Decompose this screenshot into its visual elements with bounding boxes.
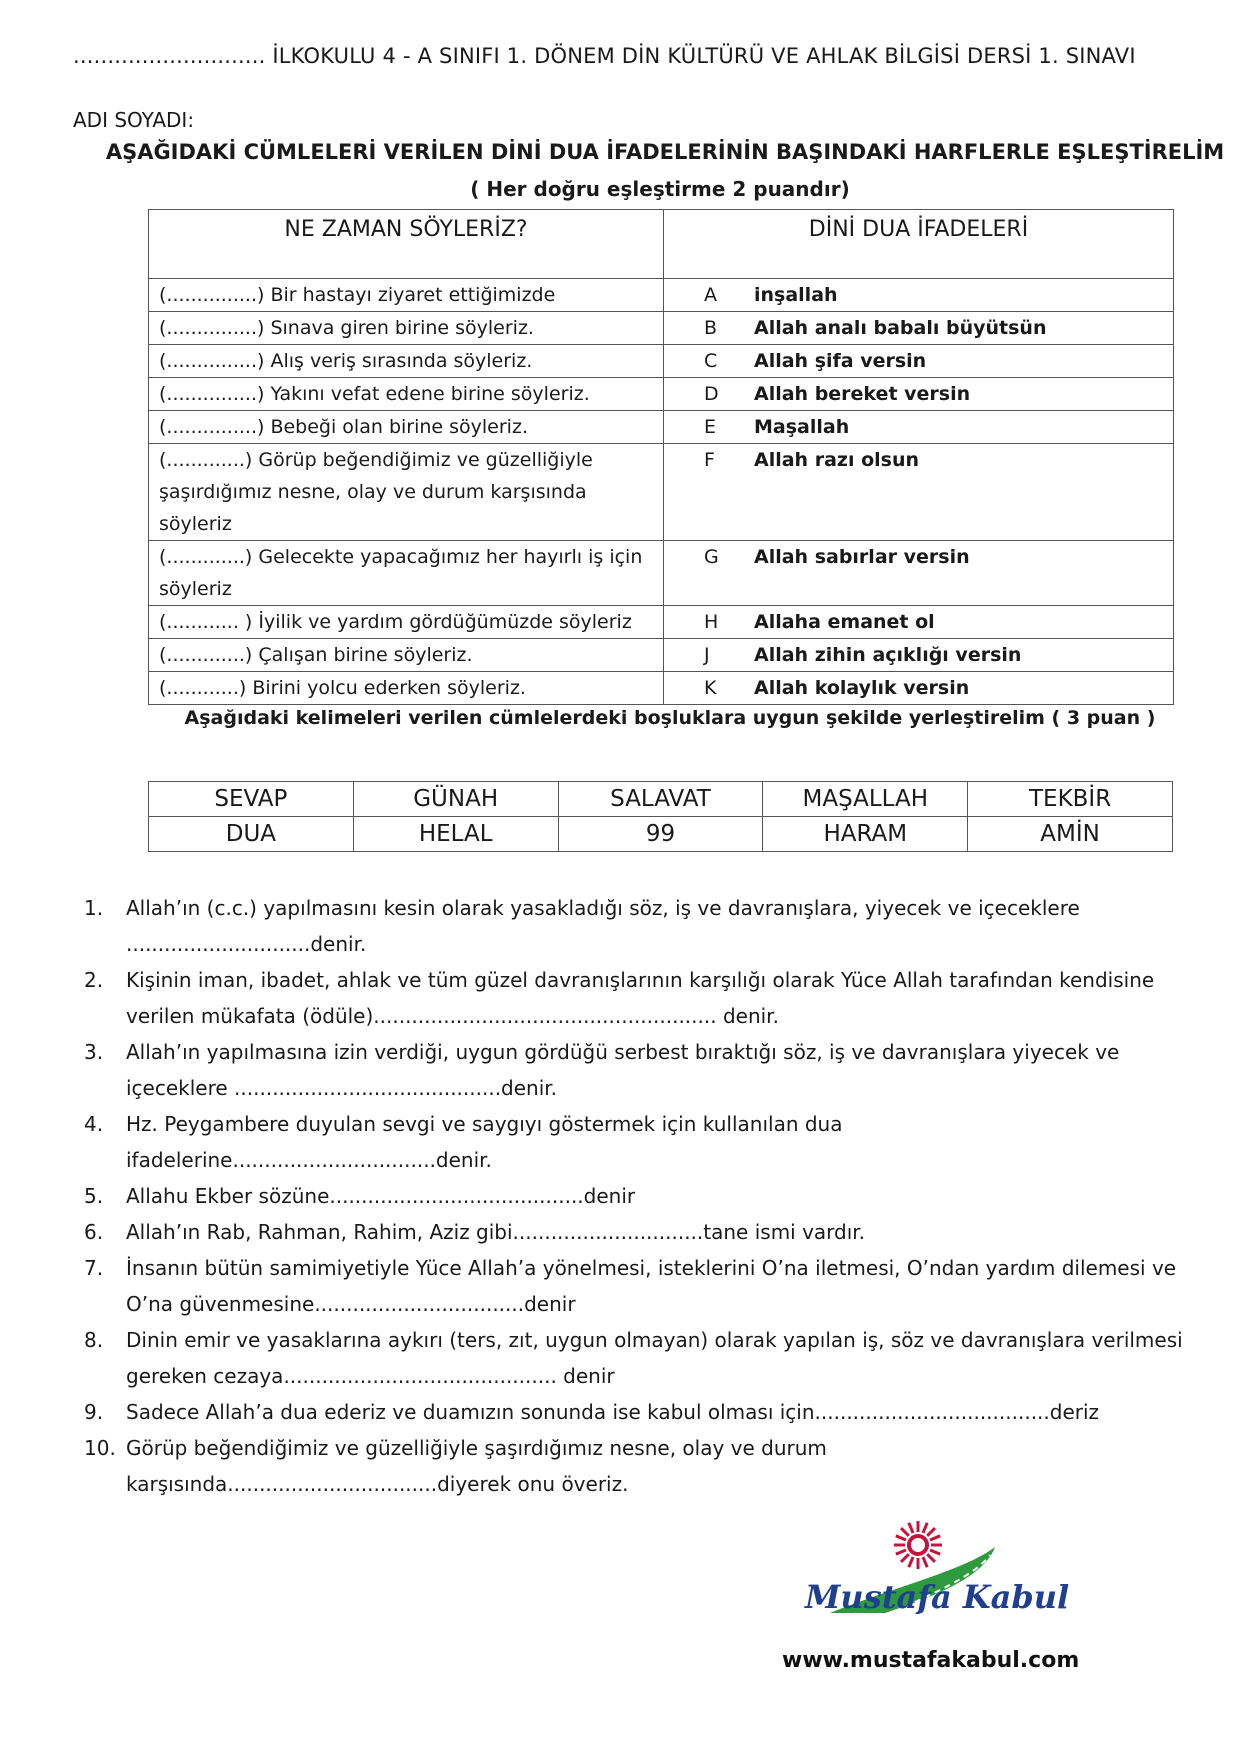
matching-row — [149, 312, 1174, 345]
matching-row — [149, 444, 1174, 541]
name-label: ADI SOYADI: — [73, 108, 195, 132]
phrase-cell — [664, 312, 1174, 345]
option-phrase: Allah analı babalı büyütsün — [754, 317, 1047, 339]
website-link[interactable]: www.mustafakabul.com — [782, 1648, 1080, 1673]
option-phrase: Maşallah — [754, 416, 850, 438]
phrase-cell — [664, 672, 1174, 705]
option-letter: H — [704, 611, 719, 633]
sun-ray — [896, 1536, 906, 1540]
question-item — [84, 1178, 1194, 1214]
option-phrase: Allah sabırlar versin — [754, 546, 970, 568]
option-letter: A — [704, 284, 717, 306]
matching-table — [148, 209, 1174, 705]
phrase-cell — [664, 541, 1174, 606]
question-number: 6. — [84, 1220, 104, 1244]
question-number: 9. — [84, 1400, 104, 1424]
question-text: Dinin emir ve yasaklarına aykırı (ters, zıt, uygun olmayan) olarak yapılan iş, söz ve davranışlara verilmesi gereken cezaya........................................... denir — [126, 1328, 1183, 1388]
option-letter: C — [704, 350, 718, 372]
option-phrase: Allah razı olsun — [754, 449, 919, 471]
col-phrases-header: DİNİ DUA İFADELERİ — [664, 210, 1174, 279]
option-phrase: Allah şifa versin — [754, 350, 927, 372]
word-cell: DUA — [149, 817, 354, 852]
situation-cell: (............) Birini yolcu ederken söyleriz. — [149, 672, 664, 705]
situation-cell: (...............) Alış veriş sırasında söyleriz. — [149, 345, 664, 378]
question-number: 10. — [84, 1436, 116, 1460]
question-item — [84, 890, 1194, 962]
option-phrase: Allah zihin açıklığı versin — [754, 644, 1022, 666]
section2-title: Aşağıdaki kelimeleri verilen cümlelerdeki boşluklara uygun şekilde yerleştirelim ( 3 puan ) — [184, 707, 1156, 729]
word-cell: 99 — [558, 817, 763, 852]
question-number: 4. — [84, 1112, 104, 1136]
word-bank-row — [149, 782, 1173, 817]
option-letter: J — [704, 644, 710, 666]
sun-ray — [901, 1528, 909, 1536]
sun-ray — [930, 1536, 940, 1540]
sun-ray — [923, 1523, 927, 1533]
sun-ray — [923, 1557, 927, 1567]
question-text: Görüp beğendiğimiz ve güzelliğiyle şaşırdığımız nesne, olay ve durum karşısında.................................diyerek onu överiz. — [126, 1436, 827, 1496]
phrase-cell — [664, 279, 1174, 312]
question-item — [84, 1250, 1194, 1322]
situation-cell: (.............) Gelecekte yapacağımız her hayırlı iş için söyleriz — [149, 541, 664, 606]
option-letter: G — [704, 546, 719, 568]
question-number: 8. — [84, 1328, 104, 1352]
section1-subtitle: ( Her doğru eşleştirme 2 puandır) — [470, 177, 850, 201]
word-cell: AMİN — [968, 817, 1173, 852]
col-when-header: NE ZAMAN SÖYLERİZ? — [149, 210, 664, 279]
question-text: Sadece Allah’a dua ederiz ve duamızın sonunda ise kabul olması için.....................................deriz — [126, 1400, 1100, 1424]
sun-ray — [909, 1523, 913, 1533]
question-item — [84, 1214, 1194, 1250]
fill-in-questions — [84, 890, 1194, 1502]
word-cell: GÜNAH — [353, 782, 558, 817]
option-letter: K — [704, 677, 717, 699]
matching-row — [149, 378, 1174, 411]
option-phrase: Allah bereket versin — [754, 383, 971, 405]
option-letter: D — [704, 383, 719, 405]
question-number: 2. — [84, 968, 104, 992]
situation-cell: (...............) Sınava giren birine söyleriz. — [149, 312, 664, 345]
phrase-cell — [664, 444, 1174, 541]
situation-cell: (.............) Çalışan birine söyleriz. — [149, 639, 664, 672]
matching-row — [149, 279, 1174, 312]
word-cell: MAŞALLAH — [763, 782, 968, 817]
question-number: 1. — [84, 896, 104, 920]
section1-title: AŞAĞIDAKİ CÜMLELERİ VERİLEN DİNİ DUA İFADELERİNİN BAŞINDAKİ HARFLERLE EŞLEŞTİRELİM — [105, 140, 1225, 164]
matching-row — [149, 541, 1174, 606]
question-text: Hz. Peygambere duyulan sevgi ve saygıyı göstermek için kullanılan dua ifadelerine................................denir. — [126, 1112, 843, 1172]
matching-row — [149, 639, 1174, 672]
sun-ray — [930, 1550, 940, 1554]
word-cell: SEVAP — [149, 782, 354, 817]
situation-cell: (...............) Bebeği olan birine söyleriz. — [149, 411, 664, 444]
question-number: 3. — [84, 1040, 104, 1064]
question-item — [84, 1106, 1194, 1178]
logo-text: Mustafa Kabul — [805, 1578, 1070, 1616]
phrase-cell — [664, 378, 1174, 411]
situation-cell: (...............) Yakını vefat edene birine söyleriz. — [149, 378, 664, 411]
question-item — [84, 1394, 1194, 1430]
question-item — [84, 1322, 1194, 1394]
question-text: Kişinin iman, ibadet, ahlak ve tüm güzel davranışlarının karşılığı olarak Yüce Allah tarafından kendisine verilen mükafata (ödüle)...................................................... denir. — [126, 968, 1155, 1028]
option-letter: F — [704, 449, 715, 471]
exam-title: ............................ İLKOKULU 4 - A SINIFI 1. DÖNEM DİN KÜLTÜRÜ VE AHLAK BİLGİSİ DERSİ 1. SINAVI — [73, 44, 1136, 68]
sun-ray — [901, 1554, 909, 1562]
phrase-cell — [664, 639, 1174, 672]
option-phrase: Allah kolaylık versin — [754, 677, 970, 699]
matching-row — [149, 345, 1174, 378]
situation-cell: (...............) Bir hastayı ziyaret ettiğimizde — [149, 279, 664, 312]
matching-header-row — [149, 210, 1174, 279]
word-cell: HARAM — [763, 817, 968, 852]
option-letter: B — [704, 317, 718, 339]
situation-cell: (............ ) İyilik ve yardım gördüğümüzde söyleriz — [149, 606, 664, 639]
question-text: Allah’ın yapılmasına izin verdiği, uygun gördüğü serbest bıraktığı söz, iş ve davranışlara yiyecek ve içeceklere ..........................................denir. — [126, 1040, 1120, 1100]
phrase-cell — [664, 345, 1174, 378]
word-cell: TEKBİR — [968, 782, 1173, 817]
question-item — [84, 962, 1194, 1034]
option-phrase: Allaha emanet ol — [754, 611, 935, 633]
question-text: Allahu Ekber sözüne........................................denir — [126, 1184, 636, 1208]
sun-ray — [909, 1557, 913, 1567]
word-bank-table — [148, 781, 1173, 852]
phrase-cell — [664, 411, 1174, 444]
question-item — [84, 1430, 1194, 1502]
question-number: 5. — [84, 1184, 104, 1208]
question-text: Allah’ın (c.c.) yapılmasını kesin olarak yasakladığı söz, iş ve davranışlara, yiyecek ve içeceklere .............................denir. — [126, 896, 1080, 956]
option-letter: E — [704, 416, 717, 438]
matching-row — [149, 606, 1174, 639]
question-number: 7. — [84, 1256, 104, 1280]
sun-ray — [896, 1550, 906, 1554]
question-text: Allah’ın Rab, Rahman, Rahim, Aziz gibi..............................tane ismi vardır. — [126, 1220, 866, 1244]
situation-cell: (.............) Görüp beğendiğimiz ve güzelliğiyle şaşırdığımız nesne, olay ve durum karşısında söyleriz — [149, 444, 664, 541]
sun-ray — [927, 1528, 935, 1536]
sun-ray — [927, 1554, 935, 1562]
question-item — [84, 1034, 1194, 1106]
question-text: İnsanın bütün samimiyetiyle Yüce Allah’a yönelmesi, isteklerini O’na iletmesi, O’ndan yardım dilemesi ve O’na güvenmesine.................................denir — [126, 1256, 1177, 1316]
word-bank-row — [149, 817, 1173, 852]
word-cell: SALAVAT — [558, 782, 763, 817]
matching-row — [149, 411, 1174, 444]
matching-row — [149, 672, 1174, 705]
word-cell: HELAL — [353, 817, 558, 852]
option-phrase: inşallah — [754, 284, 838, 306]
phrase-cell — [664, 606, 1174, 639]
